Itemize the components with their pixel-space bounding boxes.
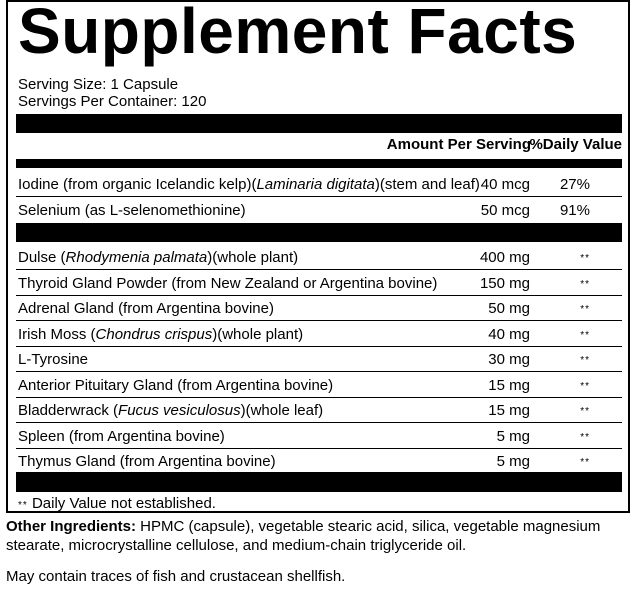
nutrient-row — [16, 321, 622, 347]
amount-per-serving: 50 mg — [488, 300, 530, 317]
thick-divider — [16, 223, 622, 242]
daily-value: ** — [580, 406, 590, 417]
ingredient-name-text: Iodine (from organic Icelandic kelp)( — [18, 176, 257, 193]
ingredient-name — [18, 402, 323, 419]
daily-value: 27% — [559, 176, 590, 193]
ingredient-name-suffix: )(stem and leaf) — [374, 176, 480, 193]
ingredient-name-text: L-Tyrosine — [18, 351, 89, 368]
ingredient-name-text: Selenium (as L-selenomethionine) — [18, 201, 246, 219]
nutrient-row — [16, 423, 622, 449]
nutrient-row — [16, 346, 622, 372]
ingredient-name — [18, 326, 303, 343]
amount-per-serving: 15 mg — [488, 402, 530, 419]
nutrient-row — [16, 197, 622, 222]
ingredient-latin-name: Rhodymenia palmata — [65, 249, 208, 266]
daily-value: ** — [580, 431, 590, 443]
daily-value: ** — [580, 278, 590, 290]
ingredient-name-text: Anterior Pituitary Gland (from Argentina bovine) — [18, 376, 334, 394]
amount-per-serving: 5 mg — [496, 453, 530, 470]
amount-per-serving: 50 mcg — [480, 201, 530, 219]
ingredient-name — [18, 428, 225, 445]
nutrient-row — [16, 448, 622, 473]
daily-value: ** — [580, 457, 590, 468]
daily-value: ** — [580, 355, 590, 366]
nutrient-row — [16, 372, 622, 398]
amount-per-serving: 15 mg — [488, 376, 530, 394]
daily-value-header: %Daily Value — [529, 136, 622, 153]
ingredient-name-suffix: )(whole plant) — [212, 325, 304, 343]
ingredient-name — [18, 453, 276, 470]
serving-size: Serving Size: 1 Capsule — [18, 76, 179, 93]
panel-title: Supplement Facts — [18, 0, 578, 67]
other-ingredients-label: Other Ingredients: — [6, 518, 137, 535]
nutrient-row — [16, 244, 622, 270]
allergen-trace-note: May contain traces of fish and crustacean shellfish. — [6, 568, 346, 585]
ingredient-name — [18, 300, 274, 317]
amount-per-serving: 400 mg — [479, 249, 530, 266]
daily-value: ** — [580, 329, 590, 341]
ingredient-name-text: Spleen (from Argentina bovine) — [18, 427, 225, 445]
ingredient-name — [18, 176, 480, 193]
daily-value: ** — [580, 253, 590, 264]
daily-value: ** — [580, 380, 590, 392]
medium-divider — [16, 159, 622, 168]
ingredient-name — [18, 249, 298, 266]
amount-per-serving: 40 mg — [488, 325, 530, 343]
ingredient-name-text: Dulse ( — [18, 249, 66, 266]
other-ingredients-text: HPMC (capsule), vegetable stearic acid, silica, vegetable magnesium stearate, microcrystalline cellulose, and medium-chain triglyceride oil. — [6, 518, 601, 554]
ingredient-name — [18, 202, 246, 219]
servings-per-container: Servings Per Container: 120 — [18, 93, 207, 110]
amount-per-serving-header: Amount Per Serving — [386, 136, 531, 153]
supplement-facts-panel — [6, 0, 630, 513]
thick-divider — [16, 114, 622, 133]
amount-per-serving: 150 mg — [479, 274, 530, 292]
other-ingredients — [6, 517, 626, 555]
ingredient-latin-name: Chondrus crispus — [95, 325, 213, 343]
ingredient-name-text: Bladderwrack ( — [18, 402, 119, 419]
footnote-stars: ** — [18, 500, 28, 511]
ingredient-name-text: Irish Moss ( — [18, 325, 96, 343]
ingredient-name — [18, 377, 333, 394]
amount-per-serving: 5 mg — [496, 427, 530, 445]
ingredient-latin-name: Fucus vesiculosus — [118, 402, 241, 419]
amount-per-serving: 40 mcg — [480, 176, 530, 193]
daily-value: 91% — [559, 201, 590, 219]
daily-value: ** — [580, 304, 590, 315]
thick-divider — [16, 472, 622, 492]
amount-per-serving: 30 mg — [488, 351, 530, 368]
ingredient-name — [18, 275, 437, 292]
ingredient-name-suffix: )(whole plant) — [207, 249, 299, 266]
ingredient-name-suffix: )(whole leaf) — [240, 402, 324, 419]
ingredient-latin-name: Laminaria digitata — [256, 176, 375, 193]
nutrient-row — [16, 397, 622, 423]
nutrient-row — [16, 295, 622, 321]
ingredient-name — [18, 351, 88, 368]
ingredient-name-text: Thymus Gland (from Argentina bovine) — [18, 453, 276, 470]
ingredient-name-text: Adrenal Gland (from Argentina bovine) — [18, 300, 274, 317]
nutrient-row — [16, 270, 622, 296]
ingredient-name-text: Thyroid Gland Powder (from New Zealand or Argentina bovine) — [18, 274, 438, 292]
footnote-text: Daily Value not established. — [27, 495, 216, 512]
footnote — [18, 495, 216, 512]
nutrient-row — [16, 171, 622, 197]
